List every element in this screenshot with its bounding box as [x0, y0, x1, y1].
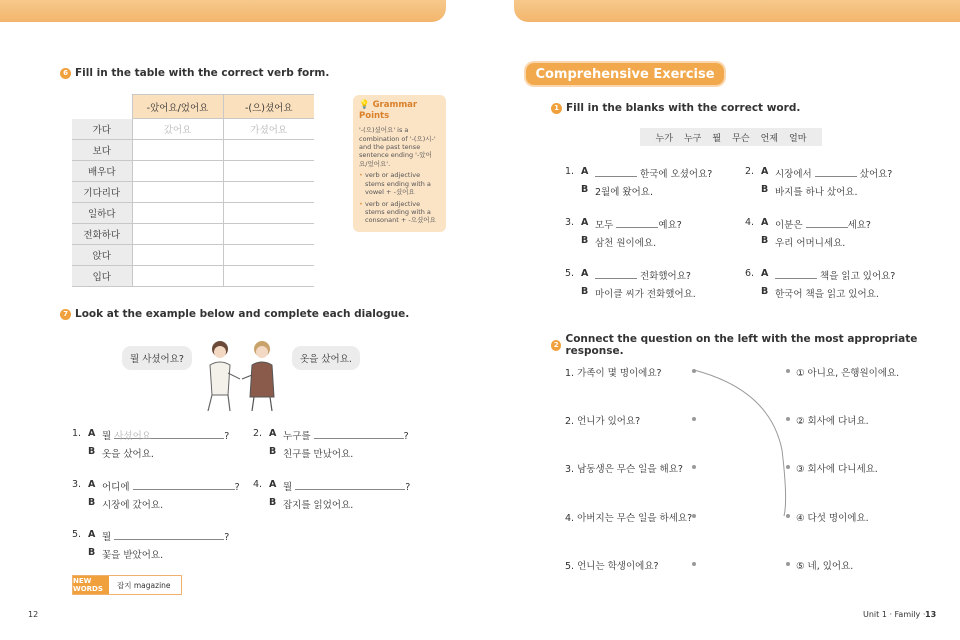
question-item[interactable]: 3. 남동생은 무슨 일을 해요? [565, 464, 683, 475]
table-row [72, 182, 314, 203]
question-item[interactable]: 1. 가족이 몇 명이에요? [565, 368, 662, 379]
speaker-b-line: 삼천 원이에요. [595, 238, 657, 249]
item-number: 5. [565, 268, 575, 279]
top-decorative-band-left [0, 0, 446, 22]
fill-item [565, 217, 735, 249]
speaker-a-line [283, 428, 409, 442]
prompt-text: 뭘 [283, 482, 293, 493]
prompt-text: 뭘 [102, 532, 112, 543]
table-row [72, 161, 314, 182]
answer-blank[interactable] [806, 217, 848, 228]
dialogue-item [253, 428, 423, 460]
answer-blank[interactable]: 사셨어요 [114, 428, 224, 439]
speaker-b-label: B [581, 184, 589, 195]
answer-blank[interactable] [595, 166, 637, 177]
grammar-points-title [359, 100, 440, 122]
example-question-bubble [122, 346, 192, 370]
answer-item[interactable]: ② 회사에 다녀요. [796, 416, 869, 427]
table-row [72, 266, 314, 287]
speaker-a-label: A [761, 166, 769, 177]
word-bank-item: 무슨 [732, 133, 750, 144]
question-mark: ? [224, 532, 230, 543]
speaker-a-line [595, 217, 682, 231]
column-header: -았어요/었어요 [132, 95, 223, 119]
speaker-b-line: 바지를 하나 샀어요. [775, 187, 858, 198]
question-item[interactable]: 2. 언니가 있어요? [565, 416, 641, 427]
answer-blank[interactable] [815, 166, 857, 177]
word-bank-item: 누가 [655, 133, 673, 144]
speaker-b-label: B [88, 497, 96, 508]
question-mark: ? [403, 431, 409, 442]
word-bank-item: 누구 [683, 133, 702, 144]
prompt-text: 시장에서 [775, 169, 812, 180]
speaker-a-label: A [761, 268, 769, 279]
speaker-b-label: B [761, 235, 769, 246]
grammar-title-text: Grammar Points [359, 100, 418, 122]
speaker-b-label: B [88, 547, 96, 558]
speaker-a-label: A [269, 428, 277, 439]
table-cell-blank[interactable] [132, 266, 223, 287]
speaker-b-line: 한국어 책을 읽고 있어요. [775, 289, 879, 300]
speaker-a-label: A [581, 268, 589, 279]
speaker-b-line: 시장에 갔어요. [102, 500, 164, 511]
speaker-b-label: B [88, 446, 96, 457]
speaker-a-line [283, 479, 410, 493]
table-cell-blank[interactable] [132, 140, 223, 161]
speaker-a-label: A [88, 479, 96, 490]
speaker-a-line [102, 529, 229, 543]
question-2-heading [551, 333, 960, 357]
question-mark: ? [234, 482, 240, 493]
answer-blank[interactable] [133, 479, 235, 490]
connect-dot[interactable] [786, 514, 790, 518]
speaker-b-line: 2월에 왔어요. [595, 187, 653, 198]
table-row [72, 140, 314, 161]
answer-blank[interactable] [616, 217, 658, 228]
connect-dot[interactable] [692, 465, 696, 469]
item-number: 2. [253, 428, 263, 439]
column-header: -(으)셨어요 [223, 95, 314, 119]
row-label: 입다 [72, 266, 132, 287]
prompt-text: 이분은 [775, 220, 803, 231]
top-decorative-band-right [514, 0, 960, 22]
grammar-intro: '-(으)셨어요' is a combination of '-(으)시-' and the past tense sentence ending '-았어요/었어요'. [359, 126, 436, 168]
speaker-b-label: B [269, 497, 277, 508]
word-bank [640, 128, 822, 146]
speaker-b-line: 친구를 만났어요. [283, 449, 354, 460]
speaker-a-label: A [581, 166, 589, 177]
table-cell-blank[interactable] [223, 182, 314, 203]
fill-item [565, 166, 735, 198]
fill-item [745, 217, 915, 249]
answer-item[interactable]: ③ 회사에 다니세요. [796, 464, 878, 475]
question-7-heading [60, 308, 409, 320]
table-cell-blank[interactable] [223, 245, 314, 266]
lightbulb-icon: 💡 [359, 100, 370, 110]
word-bank-item: 얼마 [789, 133, 807, 144]
speaker-a-line [775, 268, 895, 282]
page-number-left: 12 [28, 610, 39, 619]
item-number: 5. [72, 529, 82, 540]
speaker-a-label: A [88, 428, 96, 439]
item-number: 3. [565, 217, 575, 228]
question-mark: ? [224, 431, 230, 442]
dialogue-item [253, 479, 423, 511]
connector-line [690, 360, 800, 530]
two-women-talking-illustration [196, 335, 286, 411]
prompt-text: 어디에 [102, 482, 130, 493]
table-cell-blank[interactable] [223, 203, 314, 224]
speaker-b-line: 우리 어머니세요. [775, 238, 846, 249]
row-label: 기다리다 [72, 182, 132, 203]
answer-blank[interactable] [295, 479, 405, 490]
connect-dot[interactable] [786, 562, 790, 566]
table-row [72, 119, 314, 140]
prompt-text: 예요? [658, 220, 682, 231]
grammar-point: • verb or adjective stems ending with a consonant + -으셨어요 [359, 200, 440, 225]
table-row [72, 203, 314, 224]
example-question-text: 뭘 사셨어요? [130, 354, 184, 365]
item-number: 4. [745, 217, 755, 228]
speaker-b-line: 마이클 씨가 전화했어요. [595, 289, 696, 300]
question-number-badge: 2 [551, 340, 561, 351]
connect-dot[interactable] [692, 514, 696, 518]
prompt-text: 책을 읽고 있어요? [820, 271, 896, 282]
answer-blank[interactable] [775, 268, 817, 279]
table-cell-blank[interactable] [132, 224, 223, 245]
prompt-text: 샀어요? [859, 169, 893, 180]
question-mark: ? [405, 482, 411, 493]
speaker-a-line [595, 166, 712, 180]
answer-item[interactable]: ④ 다섯 명이에요. [796, 513, 869, 524]
speaker-a-label: A [761, 217, 769, 228]
page-number-right: 13 [925, 610, 937, 619]
connect-dot[interactable] [692, 369, 696, 373]
prompt-text: 세요? [847, 220, 871, 231]
new-words-box [72, 575, 182, 595]
prompt-text: 한국에 오셨어요? [640, 169, 713, 180]
table-row [72, 245, 314, 266]
answer-item[interactable]: ⑤ 네, 있어요. [796, 561, 854, 572]
question-item[interactable]: 4. 아버지는 무슨 일을 하세요? [565, 513, 693, 524]
speaker-a-line [595, 268, 691, 282]
speaker-b-label: B [581, 235, 589, 246]
speaker-b-label: B [269, 446, 277, 457]
new-words-badge: NEW WORDS [73, 576, 109, 594]
question-6-heading [60, 67, 329, 79]
word-bank-item: 뭘 [712, 133, 722, 144]
footer-unit-label: Unit 1 · Family · [863, 610, 926, 619]
speaker-a-label: A [269, 479, 277, 490]
connect-dot[interactable] [786, 465, 790, 469]
speaker-b-label: B [581, 286, 589, 297]
speaker-b-line: 꽃을 받았어요. [102, 550, 164, 561]
item-number: 3. [72, 479, 82, 490]
row-label: 보다 [72, 140, 132, 161]
row-label: 배우다 [72, 161, 132, 182]
example-answer-bubble [292, 346, 360, 370]
example-answer-text: 옷을 샀어요. [300, 354, 352, 365]
question-number-badge: 1 [551, 103, 562, 114]
connect-dot[interactable] [786, 417, 790, 421]
grammar-point: • verb or adjective stems ending with a vowel + -셨어요 [359, 171, 440, 196]
table-cell: 가셨어요 [223, 119, 314, 140]
speaker-a-line [102, 428, 229, 442]
dialogue-item [72, 428, 242, 460]
table-cell-blank[interactable] [223, 161, 314, 182]
table-cell: 갔어요 [132, 119, 223, 140]
speaker-a-line [775, 217, 871, 231]
row-label: 가다 [72, 119, 132, 140]
speaker-a-line [775, 166, 892, 180]
table-cell-blank[interactable] [132, 161, 223, 182]
speaker-b-line: 옷을 샀어요. [102, 449, 154, 460]
row-label: 전화하다 [72, 224, 132, 245]
new-word-entry: 잡지 magazine [117, 580, 171, 590]
prompt-text: 모두 [595, 220, 614, 231]
question-1-heading [551, 102, 800, 114]
table-cell-blank[interactable] [223, 140, 314, 161]
connect-dot[interactable] [692, 417, 696, 421]
answer-blank[interactable] [314, 428, 404, 439]
fill-item [745, 268, 915, 300]
speaker-a-label: A [581, 217, 589, 228]
dialogue-item [72, 479, 242, 511]
fill-item [565, 268, 735, 300]
prompt-text: 누구를 [283, 431, 311, 442]
table-cell-blank[interactable] [132, 245, 223, 266]
table-cell-blank[interactable] [223, 266, 314, 287]
word-bank-item: 언제 [760, 133, 778, 144]
table-cell-blank[interactable] [223, 224, 314, 245]
question-number-badge: 6 [60, 68, 71, 79]
comprehensive-exercise-title: Comprehensive Exercise [526, 63, 724, 85]
fill-item [745, 166, 915, 198]
verb-form-table [72, 94, 314, 287]
connect-dot[interactable] [692, 562, 696, 566]
grammar-points-box [353, 95, 446, 232]
question-title: Fill in the blanks with the correct word. [566, 102, 801, 114]
table-cell-blank[interactable] [132, 182, 223, 203]
dialogue-item [72, 529, 242, 561]
question-title: Connect the question on the left with the most appropriate response. [565, 333, 918, 357]
answer-blank[interactable] [595, 268, 637, 279]
prompt-text: 전화했어요? [640, 271, 691, 282]
speaker-a-label: A [88, 529, 96, 540]
table-cell-blank[interactable] [132, 203, 223, 224]
question-title: Look at the example below and complete each dialogue. [75, 308, 410, 320]
item-number: 1. [72, 428, 82, 439]
item-number: 2. [745, 166, 755, 177]
speaker-a-line [102, 479, 240, 493]
question-title: Fill in the table with the correct verb form. [75, 67, 330, 79]
speaker-b-label: B [761, 286, 769, 297]
question-item[interactable]: 5. 언니는 학생이에요? [565, 561, 659, 572]
speaker-b-label: B [761, 184, 769, 195]
question-number-badge: 7 [60, 309, 71, 320]
item-number: 4. [253, 479, 263, 490]
table-row [72, 224, 314, 245]
connect-dot[interactable] [786, 369, 790, 373]
answer-blank[interactable] [114, 529, 224, 540]
answer-item[interactable]: ① 아니요, 은행원이에요. [796, 368, 900, 379]
row-label: 일하다 [72, 203, 132, 224]
prompt-text: 뭘 [102, 431, 112, 442]
item-number: 1. [565, 166, 575, 177]
item-number: 6. [745, 268, 755, 279]
row-label: 앉다 [72, 245, 132, 266]
speaker-b-line: 잡지를 읽었어요. [283, 500, 354, 511]
